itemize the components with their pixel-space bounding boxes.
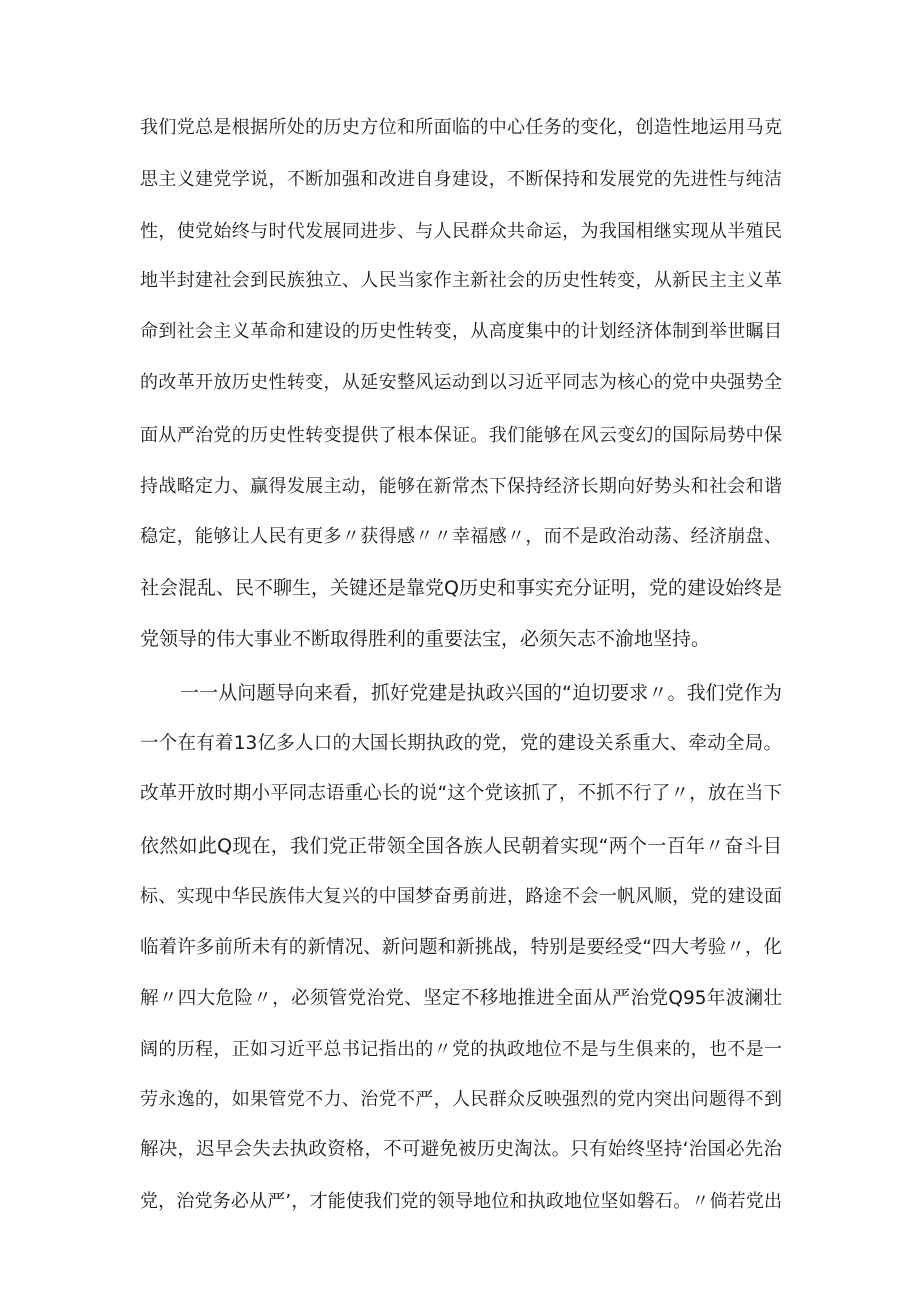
paragraph-1-line-4: 地半封建社会到民族独立、人民当家作主新社会的历史性转变，从新民主主义革 (140, 270, 782, 291)
paragraph-1-line-9: 稳定，能够让人民有更多〃获得感〃〃幸福感〃，而不是政治动荡、经济崩盘、 (140, 526, 782, 547)
paragraph-1-line-1: 我们党总是根据所处的历史方位和所面临的中心任务的变化，创造性地运用马克 (140, 117, 782, 138)
paragraph-2-line-8: 阔的历程，正如习近平总书记指出的〃党的执政地位不是与生俱来的，也不是一 (140, 1039, 782, 1060)
paragraph-2-line-3: 改革开放时期小平同志语重心长的说“这个党该抓了，不抓不行了〃，放在当下 (140, 783, 782, 804)
paragraph-2-line-4: 依然如此Q现在，我们党正带领全国各族人民朝着实现“两个一百年〃奋斗目 (140, 835, 782, 857)
paragraph-1-line-10: 社会混乱、民不聊生，关键还是靠党Q历史和事实充分证明，党的建设始终是 (140, 577, 782, 599)
paragraph-1-line-8: 持战略定力、赢得发展主动，能够在新常杰下保持经济长期向好势头和社会和谐 (140, 476, 782, 497)
paragraph-2-line-6: 临着许多前所未有的新情况、新问题和新挑战，特别是要经受“四大考验〃，化 (140, 937, 782, 958)
paragraph-1-line-7: 面从严治党的历史性转变提供了根本保证。我们能够在风云变幻的国际局势中保 (140, 425, 782, 446)
paragraph-2-line-9: 劳永逸的，如果管党不力、治党不严，人民群众反映强烈的党内突出问题得不到 (140, 1089, 782, 1110)
paragraph-2-line-5: 标、实现中华民族伟大复兴的中国梦奋勇前进，路途不会一帆风顺，党的建设面 (140, 886, 782, 907)
paragraph-2-line-11: 党，治党务必从严’，才能使我们党的领导地位和执政地位坚如磐石。〃倘若党出 (140, 1191, 782, 1212)
paragraph-1-line-2: 思主义建党学说，不断加强和改进自身建设，不断保持和发展党的先进性与纯洁 (140, 169, 782, 190)
paragraph-1-line-3: 性，使党始终与时代发展同进步、与人民群众共命运，为我国相继实现从半殖民 (140, 221, 782, 242)
paragraph-2-line-10: 解决，迟早会失去执政资格，不可避免被历史淘汰。只有始终坚持‘治国必先治 (140, 1139, 782, 1160)
paragraph-2-line-1: 一一从问题导向来看，抓好党建是执政兴国的“迫切要求〃。我们党作为 (180, 682, 782, 704)
paragraph-1-line-5: 命到社会主义革命和建设的历史性转变，从高度集中的计划经济体制到举世瞩目 (140, 321, 782, 342)
paragraph-1-line-11: 党领导的伟大事业不断取得胜利的重要法宝，必须矢志不渝地坚持。 (140, 628, 711, 650)
paragraph-1-line-6: 的改革开放历史性转变，从延安整风运动到以习近平同志为核心的党中央强势全 (140, 372, 782, 393)
paragraph-2-line-2: 一个在有着13亿多人口的大国长期执政的党，党的建设关系重大、牵动全局。 (140, 733, 782, 754)
paragraph-2-line-7: 解〃四大危险〃，必须管党治党、坚定不移地推进全面从严治党Q95年波澜壮 (140, 988, 782, 1009)
